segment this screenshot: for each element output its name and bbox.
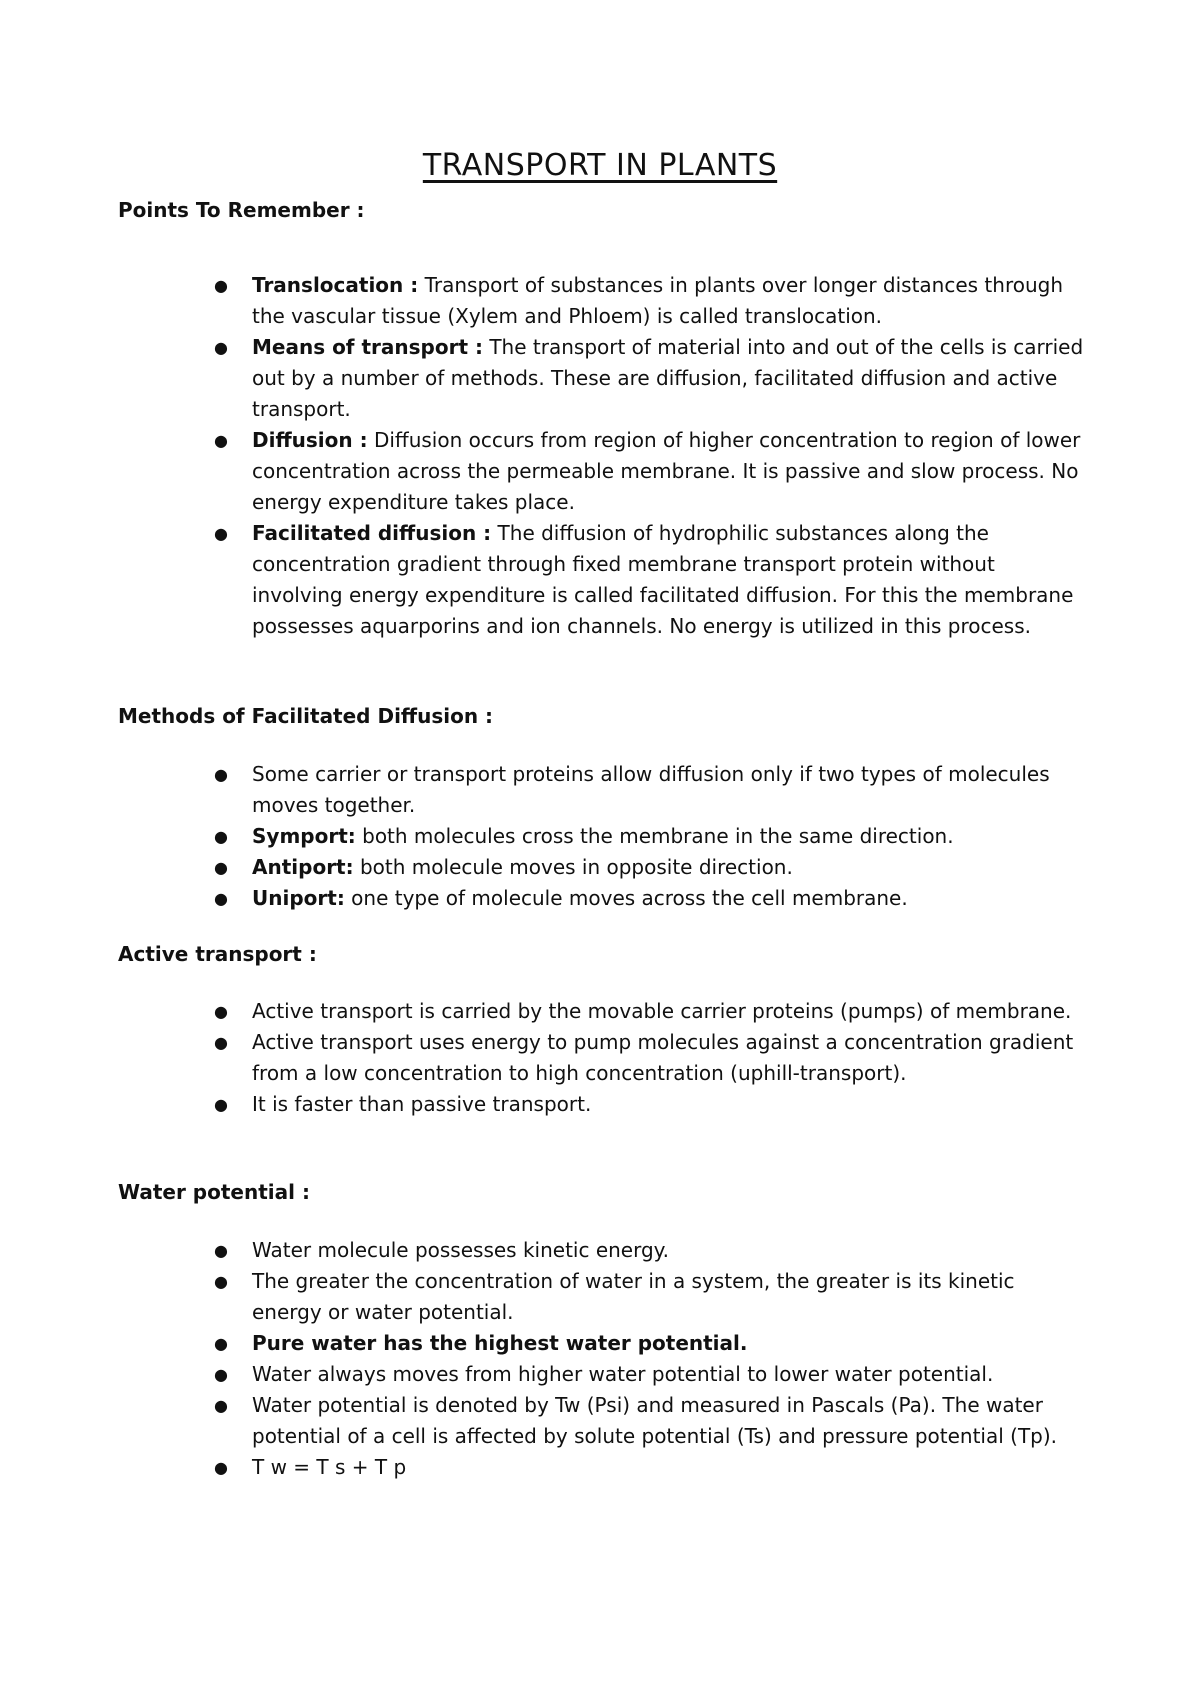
list-item-text: Some carrier or transport proteins allow diffusion only if two types of molecules moves together. bbox=[252, 762, 1050, 817]
bullet-icon: ● bbox=[214, 1396, 228, 1415]
list-item bbox=[210, 852, 1090, 883]
list-item bbox=[210, 883, 1090, 914]
section-heading-active-transport: Active transport : bbox=[118, 942, 317, 966]
list-item-text: The greater the concentration of water in a system, the greater is its kinetic energy or water potential. bbox=[252, 1269, 1015, 1324]
list-item-term: Uniport: bbox=[252, 886, 345, 910]
list-item bbox=[210, 1328, 1090, 1359]
list-item bbox=[210, 1390, 1090, 1452]
list-item-text: It is faster than passive transport. bbox=[252, 1092, 592, 1116]
water-potential-list bbox=[210, 1235, 1090, 1483]
list-item-text: Diffusion occurs from region of higher concentration to region of lower concentration across the permeable membrane. It is passive and slow process. No energy expenditure takes place. bbox=[252, 428, 1081, 514]
list-item bbox=[210, 518, 1090, 642]
list-item bbox=[210, 1359, 1090, 1390]
list-item-text: both molecules cross the membrane in the same direction. bbox=[355, 824, 954, 848]
list-item-term: Translocation : bbox=[252, 273, 419, 297]
list-item bbox=[210, 270, 1090, 332]
bullet-icon: ● bbox=[214, 765, 228, 784]
list-item bbox=[210, 1235, 1090, 1266]
bullet-icon: ● bbox=[214, 1365, 228, 1384]
bullet-icon: ● bbox=[214, 1002, 228, 1021]
bullet-icon: ● bbox=[214, 431, 228, 450]
list-item bbox=[210, 759, 1090, 821]
bullet-icon: ● bbox=[214, 1033, 228, 1052]
list-item-term: Antiport: bbox=[252, 855, 354, 879]
bullet-icon: ● bbox=[214, 1334, 228, 1353]
page-title: TRANSPORT IN PLANTS bbox=[422, 148, 778, 183]
list-item-text: both molecule moves in opposite direction. bbox=[353, 855, 793, 879]
methods-list bbox=[210, 759, 1090, 914]
section-heading-water-potential: Water potential : bbox=[118, 1180, 310, 1204]
bullet-icon: ● bbox=[214, 858, 228, 877]
bullet-icon: ● bbox=[214, 524, 228, 543]
list-item-text: Transport of substances in plants over longer distances through the vascular tissue (Xylem and Phloem) is called translocation. bbox=[252, 273, 1064, 328]
list-item-term: Means of transport : bbox=[252, 335, 483, 359]
bullet-icon: ● bbox=[214, 1458, 228, 1477]
bullet-icon: ● bbox=[214, 276, 228, 295]
bullet-icon: ● bbox=[214, 1095, 228, 1114]
list-item bbox=[210, 996, 1090, 1027]
active-transport-list bbox=[210, 996, 1090, 1120]
list-item bbox=[210, 1452, 1090, 1483]
list-item-text: Active transport is carried by the movable carrier proteins (pumps) of membrane. bbox=[252, 999, 1072, 1023]
bullet-icon: ● bbox=[214, 889, 228, 908]
list-item-text: Water potential is denoted by Tw (Psi) and measured in Pascals (Pa). The water potential of a cell is affected by solute potential (Ts) and pressure potential (Tp). bbox=[252, 1393, 1058, 1448]
list-item-text: Pure water has the highest water potential. bbox=[252, 1331, 748, 1355]
list-item-text: one type of molecule moves across the cell membrane. bbox=[344, 886, 908, 910]
list-item bbox=[210, 332, 1090, 425]
list-item bbox=[210, 425, 1090, 518]
bullet-icon: ● bbox=[214, 338, 228, 357]
list-item bbox=[210, 1266, 1090, 1328]
points-to-remember-list bbox=[210, 270, 1090, 642]
list-item-text: The diffusion of hydrophilic substances along the concentration gradient through fixed membrane transport protein without involving energy expenditure is called facilitated diffusion. For this the membrane possesses aquarporins and ion channels. No energy is utilized in this process. bbox=[252, 521, 1074, 638]
list-item-text: Water always moves from higher water potential to lower water potential. bbox=[252, 1362, 994, 1386]
list-item bbox=[210, 1027, 1090, 1089]
list-item-text: Active transport uses energy to pump molecules against a concentration gradient from a low concentration to high concentration (uphill-transport). bbox=[252, 1030, 1074, 1085]
bullet-icon: ● bbox=[214, 1272, 228, 1291]
bullet-icon: ● bbox=[214, 1241, 228, 1260]
list-item-term: Symport: bbox=[252, 824, 356, 848]
list-item bbox=[210, 1089, 1090, 1120]
section-heading-points-to-remember: Points To Remember : bbox=[118, 198, 365, 222]
list-item-text: Water molecule possesses kinetic energy. bbox=[252, 1238, 670, 1262]
section-heading-methods-of-facilitated-diffusion: Methods of Facilitated Diffusion : bbox=[118, 704, 494, 728]
list-item-term: Diffusion : bbox=[252, 428, 368, 452]
list-item bbox=[210, 821, 1090, 852]
list-item-text: The transport of material into and out of the cells is carried out by a number of methods. These are diffusion, facilitated diffusion and active transport. bbox=[252, 335, 1084, 421]
list-item-text: T w = T s + T p bbox=[252, 1455, 407, 1479]
bullet-icon: ● bbox=[214, 827, 228, 846]
list-item-term: Facilitated diffusion : bbox=[252, 521, 492, 545]
